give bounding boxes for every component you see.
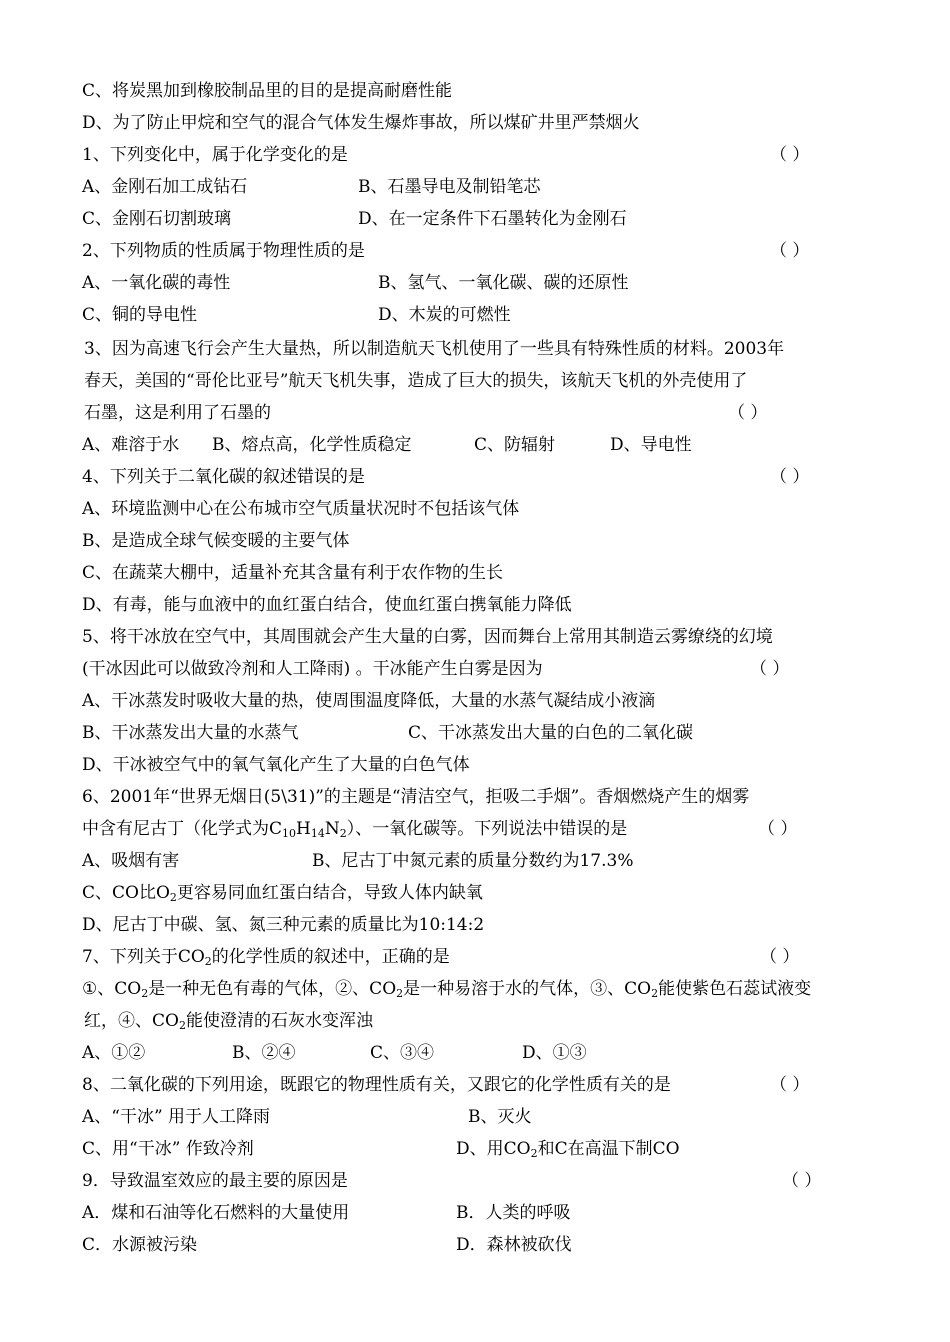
q7-option-c: C、③④: [370, 1043, 435, 1063]
q6-stem-line1: 6、2001年“世界无烟日(5\31)”的主题是“清洁空气，拒吸二手烟”。香烟燃烧产生的烟雾: [82, 787, 750, 807]
q6-sub-2: 2: [339, 827, 347, 840]
q7-sub-2: 2: [204, 955, 212, 968]
q8-d-post: 和C在高温下制CO: [537, 1139, 680, 1159]
q2-stem: 2、下列物质的性质属于物理性质的是: [82, 241, 365, 261]
q8-d-sub: 2: [530, 1147, 538, 1160]
q3-stem-line1: 3、因为高速飞行会产生大量热，所以制造航天飞机使用了一些具有特殊性质的材料。2003年: [84, 339, 785, 359]
q7-s1-sub-c: 2: [651, 987, 659, 1000]
q7-s2-p2: 能使澄清的石灰水变浑浊: [185, 1011, 373, 1031]
q6-answer-blank: （ ）: [758, 819, 798, 839]
q6-option-b: B、尼古丁中氮元素的质量分数约为17.3%: [312, 851, 634, 871]
q8-option-d: [456, 1138, 680, 1160]
q2-option-a: A、一氧化碳的毒性: [82, 273, 231, 293]
q6-option-c: [82, 882, 483, 904]
q2-answer-blank: （ ）: [770, 241, 810, 261]
q1-option-d: D、在一定条件下石墨转化为金刚石: [358, 209, 627, 229]
q8-option-b: B、灭火: [468, 1107, 532, 1127]
q3-option-a: A、难溶于水: [82, 435, 180, 455]
q3-option-b: B、熔点高，化学性质稳定: [212, 435, 412, 455]
q7-s1-p1: ①、CO: [82, 979, 142, 999]
q4-answer-blank: （ ）: [770, 467, 810, 487]
q4-option-c: C、在蔬菜大棚中，适量补充其含量有利于农作物的生长: [82, 563, 504, 583]
q7-s1-sub-a: 2: [141, 987, 149, 1000]
q6-n: N: [324, 819, 340, 839]
q8-d-pre: D、用CO: [456, 1139, 531, 1159]
q1-answer-blank: （ ）: [770, 145, 810, 165]
q6-c-post: 更容易同血红蛋白结合，导致人体内缺氧: [176, 883, 483, 903]
q2-option-c: C、铜的导电性: [82, 305, 198, 325]
q6-c-pre: C、CO比O: [82, 883, 170, 903]
q3-stem-line3: 石墨，这是利用了石墨的: [84, 403, 271, 423]
q6-stem2-pre: 中含有尼古丁（化学式为C: [82, 819, 283, 839]
q7-s2-sub: 2: [178, 1019, 186, 1032]
q6-stem2-post: ）、一氧化碳等。下列说法中错误的是: [346, 819, 628, 839]
q7-s1-p2: 是一种无色有毒的气体，②、CO: [148, 979, 397, 999]
q9-option-b: B．人类的呼吸: [456, 1203, 571, 1223]
q8-option-c: C、用“干冰” 作致冷剂: [82, 1139, 254, 1159]
q7-stem: [82, 946, 450, 968]
q4-option-d: D、有毒，能与血液中的血红蛋白结合，使血红蛋白携氧能力降低: [82, 595, 572, 615]
q7-stem-post: 的化学性质的叙述中，正确的是: [211, 947, 450, 967]
q7-s2-p1: 红，④、CO: [84, 1011, 179, 1031]
q5-stem-line1: 5、将干冰放在空气中，其周围就会产生大量的白雾，因而舞台上常用其制造云雾缭绕的幻境: [82, 627, 773, 647]
option-c-prev: C、将炭黑加到橡胶制品里的目的是提高耐磨性能: [82, 81, 453, 101]
q9-option-a: A．煤和石油等化石燃料的大量使用: [82, 1203, 350, 1223]
q4-stem: 4、下列关于二氧化碳的叙述错误的是: [82, 467, 365, 487]
q9-stem: 9．导致温室效应的最主要的原因是: [82, 1171, 348, 1191]
q7-option-d: D、①③: [522, 1043, 587, 1063]
q7-answer-blank: （ ）: [760, 947, 800, 967]
q7-s1-sub-b: 2: [396, 987, 404, 1000]
q1-option-c: C、金刚石切割玻璃: [82, 209, 232, 229]
q5-option-d: D、干冰被空气中的氧气氧化产生了大量的白色气体: [82, 755, 470, 775]
q3-option-c: C、防辐射: [474, 435, 556, 455]
q9-option-d: D．森林被砍伐: [456, 1235, 572, 1255]
q6-option-d: D、尼古丁中碳、氢、氮三种元素的质量比为10:14:2: [82, 915, 485, 935]
q7-statements-line1: [82, 978, 811, 1000]
q7-option-b: B、②④: [232, 1043, 296, 1063]
option-d-prev: D、为了防止甲烷和空气的混合气体发生爆炸事故，所以煤矿井里严禁烟火: [82, 113, 640, 133]
q8-option-a: A、“干冰” 用于人工降雨: [82, 1107, 271, 1127]
q1-stem: 1、下列变化中，属于化学变化的是: [82, 145, 348, 165]
q1-option-b: B、石墨导电及制铅笔芯: [358, 177, 541, 197]
q4-option-a: A、环境监测中心在公布城市空气质量状况时不包括该气体: [82, 499, 520, 519]
q5-option-c: C、干冰蒸发出大量的白色的二氧化碳: [408, 723, 694, 743]
q7-s1-p3: 是一种易溶于水的气体，③、CO: [403, 979, 652, 999]
q5-stem-line2: (干冰因此可以做致冷剂和人工降雨) 。干冰能产生白雾是因为: [82, 659, 543, 679]
q9-answer-blank: （ ）: [782, 1171, 822, 1191]
q5-answer-blank: （ ）: [750, 659, 790, 679]
q4-option-b: B、是造成全球气候变暖的主要气体: [82, 531, 350, 551]
q3-answer-blank: （ ）: [728, 403, 768, 423]
q7-statements-line2: [84, 1010, 373, 1032]
q5-option-a: A、干冰蒸发时吸收大量的热，使周围温度降低，大量的水蒸气凝结成小液滴: [82, 691, 656, 711]
q3-option-d: D、导电性: [610, 435, 692, 455]
q9-option-c: C．水源被污染: [82, 1235, 198, 1255]
q7-stem-pre: 7、下列关于CO: [82, 947, 205, 967]
q6-option-a: A、吸烟有害: [82, 851, 180, 871]
q2-option-d: D、木炭的可燃性: [378, 305, 511, 325]
q7-s1-p4: 能使紫色石蕊试液变: [658, 979, 812, 999]
q3-stem-line2: 春天，美国的“哥伦比亚号”航天飞机失事，造成了巨大的损失，该航天飞机的外壳使用了: [84, 371, 748, 391]
q6-h: H: [296, 819, 311, 839]
q6-sub-14: 14: [310, 827, 325, 840]
q2-option-b: B、氢气、一氧化碳、碳的还原性: [378, 273, 629, 293]
q6-c-sub-2: 2: [169, 891, 177, 904]
q8-stem: 8、二氧化碳的下列用途，既跟它的物理性质有关，又跟它的化学性质有关的是: [82, 1075, 671, 1095]
q8-answer-blank: （ ）: [770, 1075, 810, 1095]
q7-option-a: A、①②: [82, 1043, 146, 1063]
q6-stem-line2: [82, 818, 627, 840]
q5-option-b: B、干冰蒸发出大量的水蒸气: [82, 723, 299, 743]
q1-option-a: A、金刚石加工成钻石: [82, 177, 248, 197]
q6-sub-10: 10: [282, 827, 297, 840]
